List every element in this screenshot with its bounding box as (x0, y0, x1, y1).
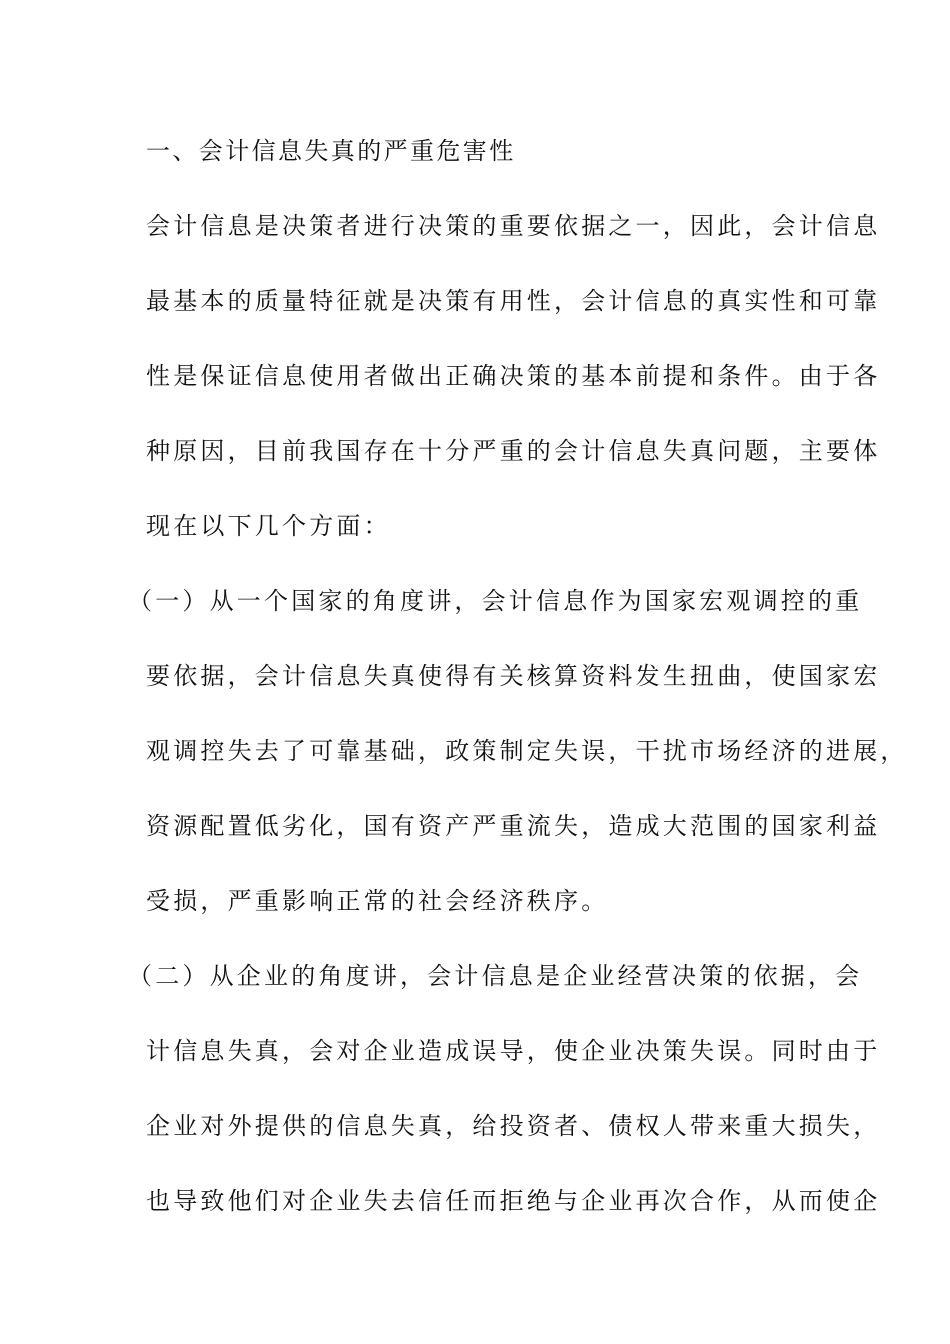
paragraph-line: （一）从一个国家的角度讲，会计信息作为国家宏观调控的重 (128, 587, 863, 615)
paragraph-line: （二）从企业的角度讲，会计信息是企业经营决策的依据，会 (128, 962, 863, 990)
paragraph-line: 观调控失去了可靠基础，政策制定失误，干扰市场经济的进展， (146, 737, 908, 765)
section-heading: 一、会计信息失真的严重危害性 (146, 137, 516, 165)
paragraph-line: 性是保证信息使用者做出正确决策的基本前提和条件。由于各 (146, 362, 881, 390)
paragraph-line: 种原因，目前我国存在十分严重的会计信息失真问题，主要体 (146, 437, 881, 465)
paragraph-line: 计信息失真，会对企业造成误导，使企业决策失误。同时由于 (146, 1037, 881, 1065)
paragraph-line: 也导致他们对企业失去信任而拒绝与企业再次合作，从而使企 (146, 1187, 881, 1215)
paragraph-line: 受损，严重影响正常的社会经济秩序。 (146, 887, 609, 915)
paragraph-line: 要依据，会计信息失真使得有关核算资料发生扭曲，使国家宏 (146, 662, 881, 690)
paragraph-line: 现在以下几个方面： (146, 512, 391, 540)
paragraph-line: 会计信息是决策者进行决策的重要依据之一，因此，会计信息 (146, 212, 881, 240)
paragraph-line: 最基本的质量特征就是决策有用性，会计信息的真实性和可靠 (146, 287, 881, 315)
paragraph-line: 资源配置低劣化，国有资产严重流失，造成大范围的国家利益 (146, 812, 881, 840)
paragraph-line: 企业对外提供的信息失真，给投资者、债权人带来重大损失， (146, 1112, 881, 1140)
